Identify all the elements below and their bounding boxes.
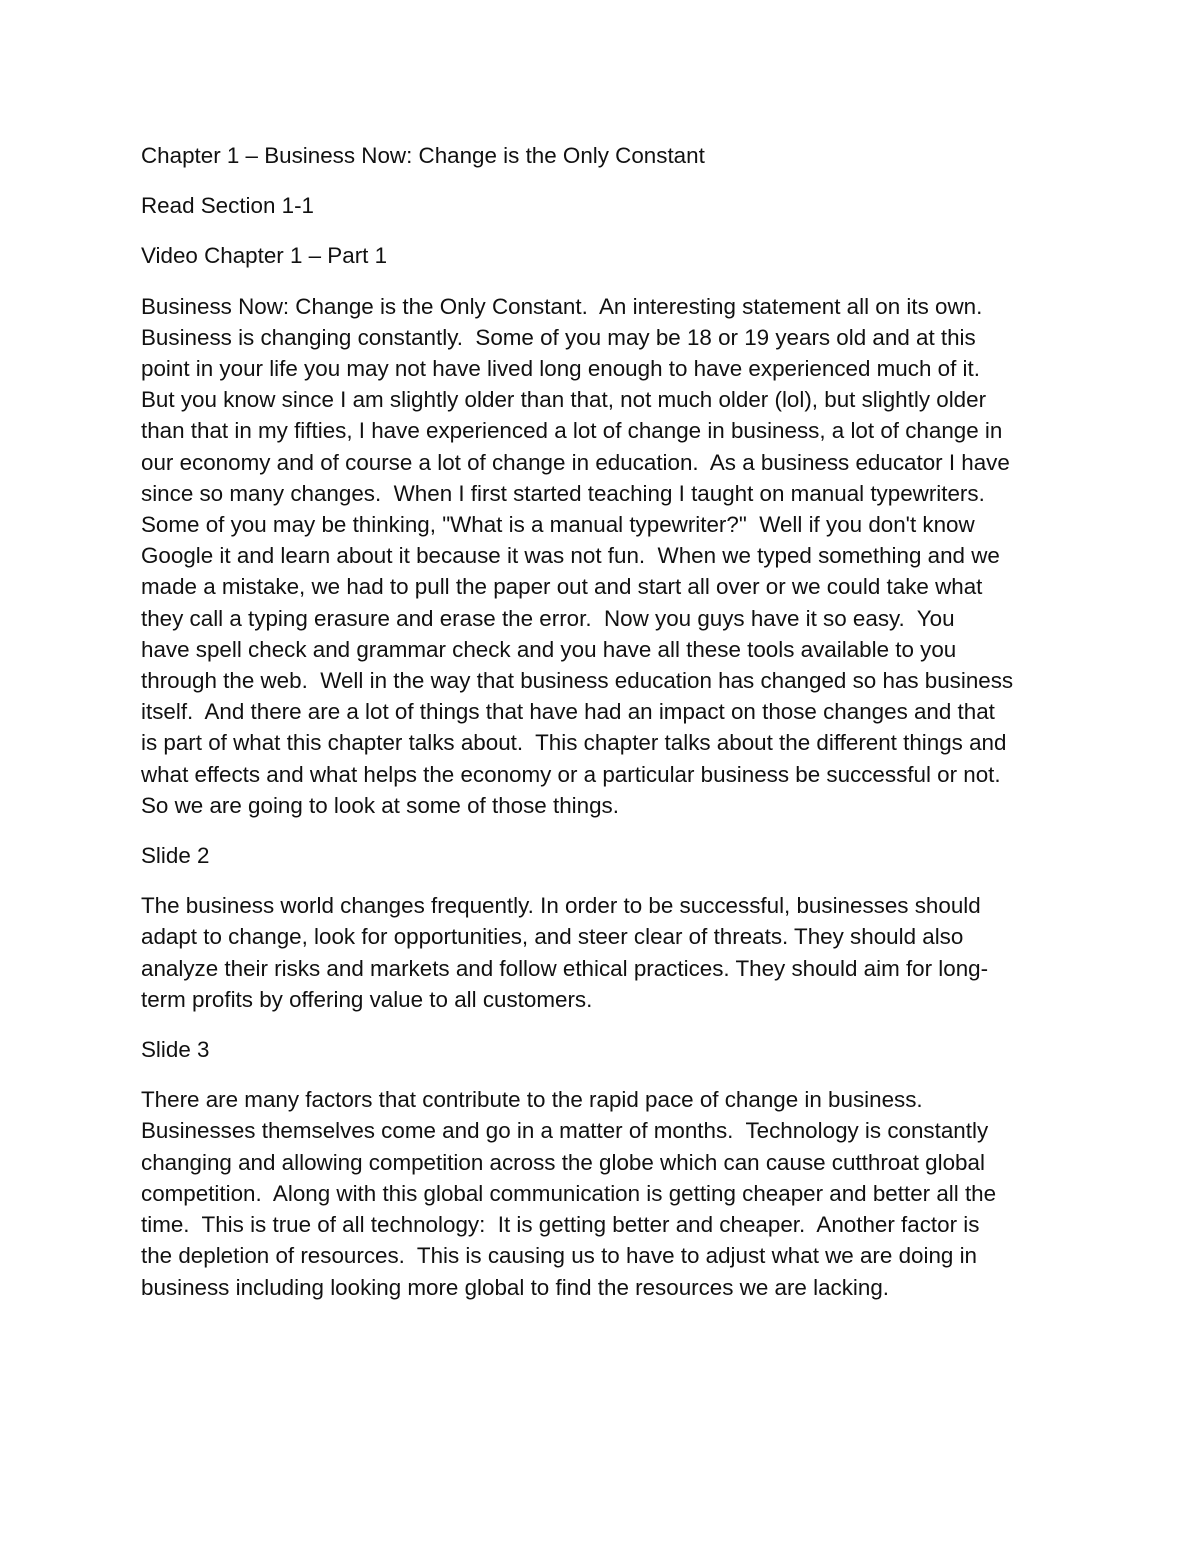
text-line: changing and allowing competition across the globe which can cause cutthroat global — [141, 1149, 985, 1175]
text-line: the depletion of resources. This is causing us to have to adjust what we are doing in — [141, 1243, 977, 1269]
text-line: competition. Along with this global communication is getting cheaper and better all the — [141, 1180, 997, 1206]
text-line: have spell check and grammar check and you have all these tools available to you — [141, 636, 957, 662]
text-line: Business is changing constantly. Some of you may be 18 or 19 years old and at this — [141, 324, 976, 350]
text-line: Some of you may be thinking, "What is a manual typewriter?" Well if you don't know — [141, 512, 975, 538]
text-line: analyze their risks and markets and follow ethical practices. They should aim for long- — [141, 955, 989, 981]
text-line: than that in my fifties, I have experienced a lot of change in business, a lot of change in — [141, 418, 1003, 444]
slide-3-label: Slide 3 — [141, 1037, 210, 1063]
read-section-label: Read Section 1-1 — [141, 193, 315, 219]
text-line: our economy and of course a lot of change in education. As a business educator I have — [141, 449, 1010, 475]
document-body — [141, 140, 1071, 1322]
slide-2-label: Slide 2 — [141, 843, 210, 869]
text-line: There are many factors that contribute to the rapid pace of change in business. — [141, 1087, 923, 1113]
text-line: The business world changes frequently. In order to be successful, businesses should — [141, 893, 981, 919]
text-line: they call a typing erasure and erase the error. Now you guys have it so easy. You — [141, 605, 955, 631]
text-line: business including looking more global to find the resources we are lacking. — [141, 1274, 890, 1300]
text-line: adapt to change, look for opportunities, and steer clear of threats. They should also — [141, 924, 964, 950]
text-line: term profits by offering value to all customers. — [141, 986, 593, 1012]
text-line: Businesses themselves come and go in a matter of months. Technology is constantly — [141, 1118, 989, 1144]
text-line: Google it and learn about it because it was not fun. When we typed something and we — [141, 543, 1000, 569]
text-line: since so many changes. When I first started teaching I taught on manual typewriters. — [141, 480, 985, 506]
text-line: So we are going to look at some of those things. — [141, 792, 619, 818]
text-line: time. This is true of all technology: It is getting better and cheaper. Another factor is — [141, 1212, 980, 1238]
text-line: Business Now: Change is the Only Constant. An interesting statement all on its own. — [141, 293, 983, 319]
slide-2-paragraph — [141, 890, 1071, 1015]
slide-3-paragraph — [141, 1084, 1071, 1302]
text-line: what effects and what helps the economy or a particular business be successful or not. — [141, 761, 1001, 787]
text-line: But you know since I am slightly older than that, not much older (lol), but slightly older — [141, 387, 987, 413]
text-line: through the web. Well in the way that business education has changed so has business — [141, 668, 1014, 694]
text-line: is part of what this chapter talks about. This chapter talks about the different things and — [141, 730, 1007, 756]
intro-paragraph — [141, 291, 1071, 821]
video-label: Video Chapter 1 – Part 1 — [141, 243, 388, 269]
chapter-heading: Chapter 1 – Business Now: Change is the Only Constant — [141, 143, 705, 168]
text-line: point in your life you may not have lived long enough to have experienced much of it. — [141, 356, 980, 382]
text-line: made a mistake, we had to pull the paper out and start all over or we could take what — [141, 574, 983, 600]
text-line: itself. And there are a lot of things that have had an impact on those changes and that — [141, 699, 995, 725]
